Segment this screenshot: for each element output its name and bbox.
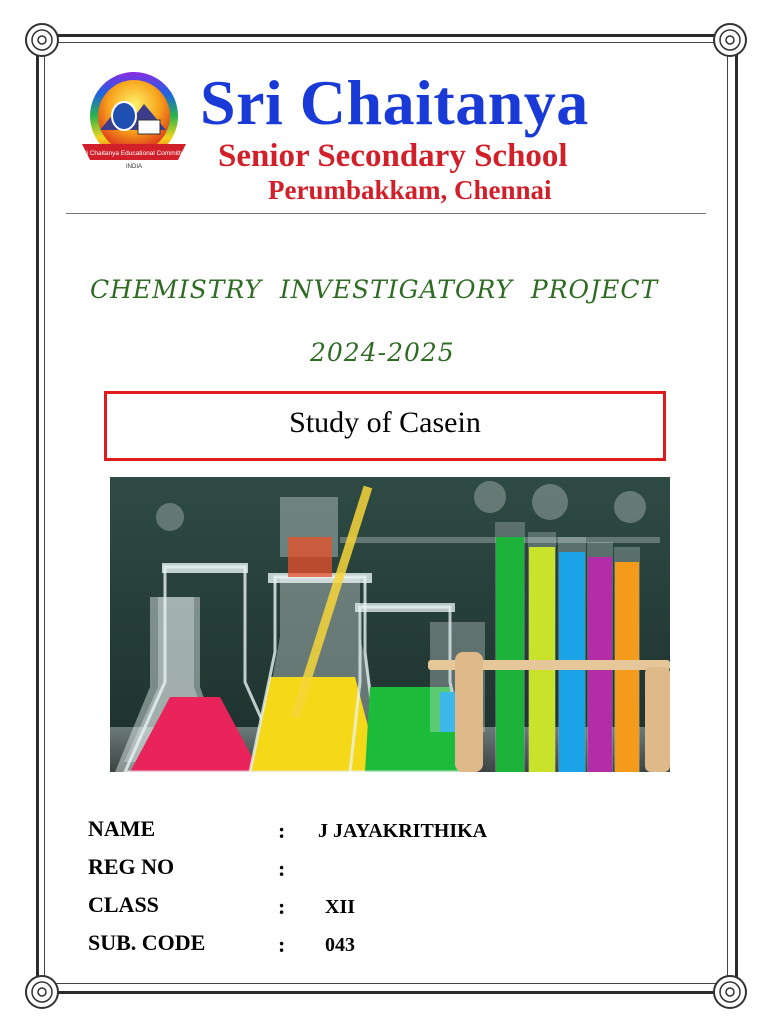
detail-value: 043 — [325, 934, 355, 956]
logo-text: Sri Chaitanya Educational Committee — [79, 150, 189, 157]
school-type: Senior Secondary School — [218, 138, 568, 174]
corner-ornament-icon — [712, 22, 748, 58]
school-logo-icon — [74, 68, 194, 180]
detail-colon: : — [278, 932, 286, 957]
detail-label: NAME — [88, 816, 156, 841]
detail-row-reg-no — [88, 854, 688, 892]
school-name: Sri Chaitanya — [200, 67, 589, 138]
detail-colon: : — [278, 818, 286, 843]
detail-label: SUB. CODE — [88, 930, 206, 955]
school-location: Perumbakkam, Chennai — [268, 175, 552, 205]
detail-colon: : — [278, 894, 286, 919]
detail-label: REG NO — [88, 854, 175, 879]
project-year: 2024-2025 — [310, 338, 455, 367]
header-divider — [66, 213, 706, 214]
detail-row-class — [88, 892, 688, 930]
topic-box — [104, 391, 666, 461]
corner-ornament-icon — [24, 974, 60, 1010]
topic-title: Study of Casein — [289, 406, 481, 439]
detail-value: J JAYAKRITHIKA — [318, 820, 488, 842]
corner-ornament-icon — [24, 22, 60, 58]
detail-value: XII — [325, 896, 356, 918]
project-title: CHEMISTRY INVESTIGATORY PROJECT — [90, 275, 659, 304]
detail-colon: : — [278, 856, 286, 881]
corner-ornament-icon — [712, 974, 748, 1010]
lab-glassware-image — [110, 477, 670, 772]
student-details — [88, 816, 688, 968]
logo-country: INDIA — [125, 164, 143, 170]
detail-row-name — [88, 816, 688, 854]
detail-row-sub-code — [88, 930, 688, 968]
detail-label: CLASS — [88, 892, 159, 917]
